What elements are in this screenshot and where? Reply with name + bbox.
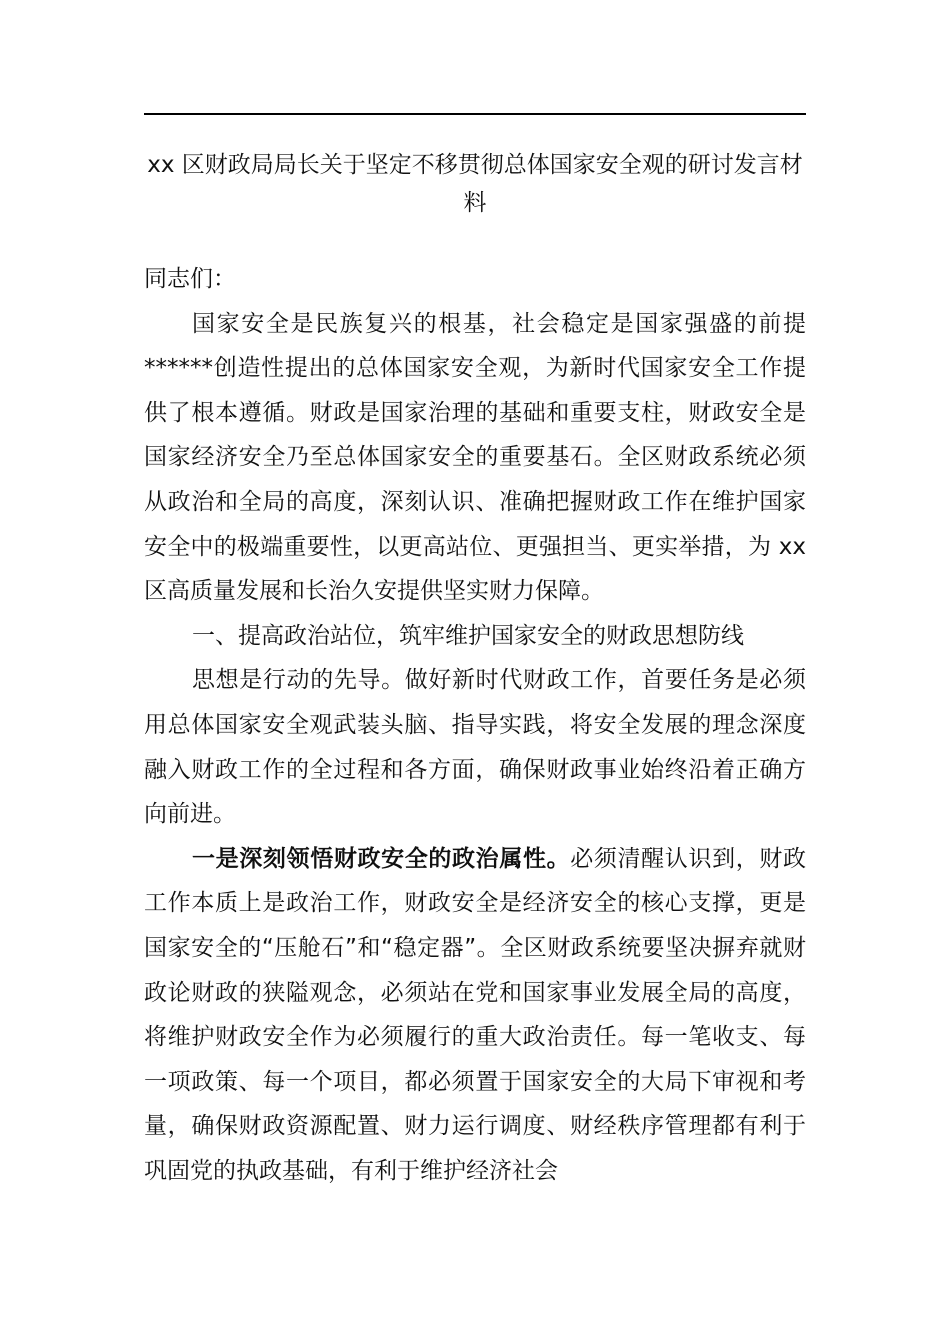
document-body bbox=[144, 257, 806, 1193]
point-lead: 一是深刻领悟财政安全的政治属性。 bbox=[192, 845, 571, 872]
intro-paragraph: 国家安全是民族复兴的根基，社会稳定是国家强盛的前提******创造性提出的总体国家安全观，为新时代国家安全工作提供了根本遵循。财政是国家治理的基础和重要支柱，财政安全是国家经济安全乃至总体国家安全的重要基石。全区财政系统必须从政治和全局的高度，深刻认识、准确把握财政工作在维护国家安全中的极端重要性，以更高站位、更强担当、更实举措，为 xx 区高质量发展和长治久安提供坚实财力保障。 bbox=[144, 310, 806, 605]
section-intro-paragraph: 思想是行动的先导。做好新时代财政工作，首要任务是必须用总体国家安全观武装头脑、指导实践，将安全发展的理念深度融入财政工作的全过程和各方面，确保财政事业始终沿着正确方向前进。 bbox=[144, 667, 806, 828]
point-paragraph bbox=[144, 837, 806, 1194]
point-text: 必须清醒认识到，财政工作本质上是政治工作，财政安全是经济安全的核心支撑，更是国家安全的“压舱石”和“稳定器”。全区财政系统要坚决摒弃就财政论财政的狭隘观念，必须站在党和国家事业发展全局的高度，将维护财政安全作为必须履行的重大政治责任。每一笔收支、每一项政策、每一个项目，都必须置于国家安全的大局下审视和考量，确保财政资源配置、财力运行调度、财经秩序管理都有利于巩固党的执政基础，有利于维护经济社会 bbox=[144, 845, 807, 1184]
document-title: xx 区财政局局长关于坚定不移贯彻总体国家安全观的研讨发言材料 bbox=[147, 152, 803, 216]
section-heading: 一、提高政治站位，筑牢维护国家安全的财政思想防线 bbox=[192, 622, 744, 649]
header-rule bbox=[144, 113, 806, 115]
salutation: 同志们： bbox=[144, 266, 236, 292]
